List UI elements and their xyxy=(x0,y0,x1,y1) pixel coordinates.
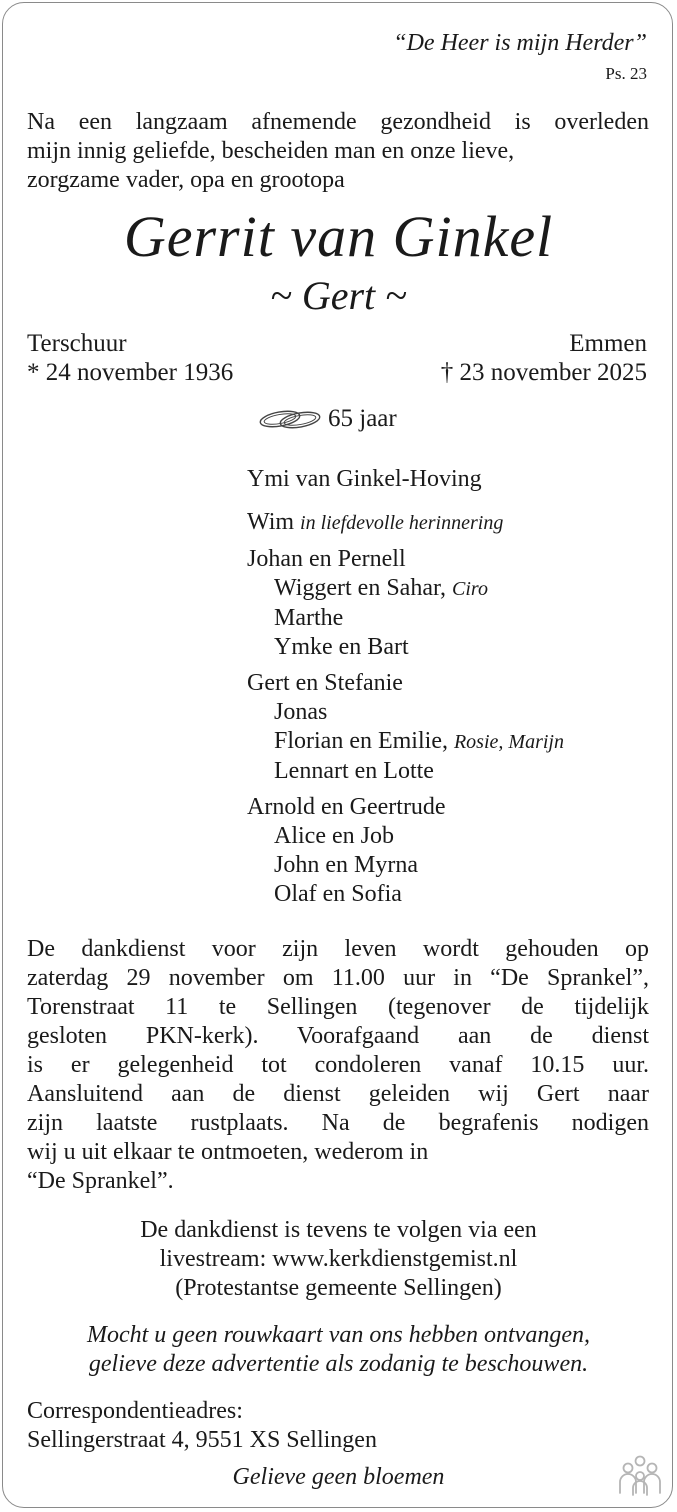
service-line: zijn laatste rustplaats. Na de begrafenis nodigen xyxy=(27,1110,649,1136)
people-group-icon xyxy=(617,1455,663,1497)
grandchild-name: Alice en Job xyxy=(274,823,394,849)
family-group xyxy=(247,793,564,909)
grandchild-entry xyxy=(247,727,564,757)
service-line: gesloten PKN-kerk). Voorafgaand aan de dienst xyxy=(27,1023,649,1049)
wedding-rings-icon xyxy=(258,407,324,431)
marriage-years-label: 65 jaar xyxy=(328,405,397,432)
grandchild-entry xyxy=(247,822,564,851)
service-line: De dankdienst voor zijn leven wordt gehouden op xyxy=(27,936,649,962)
verse-reference: Ps. 23 xyxy=(605,64,647,83)
death-place: Emmen xyxy=(569,330,647,357)
birth-place: Terschuur xyxy=(27,330,127,357)
intro-text xyxy=(27,108,649,195)
group-parent: Arnold en Geertrude xyxy=(247,794,446,820)
spouse: Ymi van Ginkel-Hoving xyxy=(247,466,482,492)
service-line: “De Sprankel”. xyxy=(27,1168,174,1194)
correspondence-value: Sellingerstraat 4, 9551 XS Sellingen xyxy=(27,1427,377,1453)
grandchild-name: John en Myrna xyxy=(274,852,418,878)
grandchild-entry xyxy=(247,851,564,880)
grandchild-entry xyxy=(247,880,564,909)
deceased-name: Gerrit van Ginkel xyxy=(123,204,554,269)
death-date: † 23 november 2025 xyxy=(440,359,647,386)
livestream-line: De dankdienst is tevens te volgen via een xyxy=(140,1217,537,1243)
grandchild-entry xyxy=(247,574,564,604)
group-parent: Johan en Pernell xyxy=(247,546,406,572)
deceased-nickname: ~ Gert ~ xyxy=(270,273,407,318)
intro-line: Na een langzaam afnemende gezondheid is overleden xyxy=(27,109,649,135)
service-line: wij u uit elkaar te ontmoeten, wederom in xyxy=(27,1139,429,1165)
grandchild-entry xyxy=(247,757,564,786)
grandchild-name: Florian en Emilie, xyxy=(274,728,448,754)
intro-line: zorgzame vader, opa en grootopa xyxy=(27,167,345,193)
family-group xyxy=(247,545,564,662)
birth-date: * 24 november 1936 xyxy=(27,359,234,386)
card-notice xyxy=(0,1321,677,1379)
grandchild-entry xyxy=(247,604,564,633)
service-line: Aansluitend aan de dienst geleiden wij Gert naar xyxy=(27,1081,649,1107)
intro-line: mijn innig geliefde, bescheiden man en onze lieve, xyxy=(27,138,515,164)
service-line: is er gelegenheid tot condoleren vanaf 10.15 uur. xyxy=(27,1052,649,1078)
grandchild-entry xyxy=(247,633,564,662)
livestream-line: livestream: www.kerkdienstgemist.nl xyxy=(159,1246,518,1272)
bible-verse: “De Heer is mijn Herder” xyxy=(393,30,647,56)
grandchild-name: Olaf en Sofia xyxy=(274,881,402,907)
grandchild-name: Ymke en Bart xyxy=(274,634,409,660)
grandchild-entry xyxy=(247,698,564,727)
great-grandchildren: Ciro xyxy=(452,578,488,600)
grandchild-name: Marthe xyxy=(274,605,344,631)
group-parent: Gert en Stefanie xyxy=(247,670,403,696)
no-flowers-note: Gelieve geen bloemen xyxy=(232,1464,445,1490)
family-group xyxy=(247,669,564,786)
livestream-info xyxy=(0,1216,677,1303)
memorial-note: in liefdevolle herinnering xyxy=(300,512,504,534)
notice-line: Mocht u geen rouwkaart van ons hebben ontvangen, xyxy=(86,1322,590,1348)
correspondence-label: Correspondentieadres: xyxy=(27,1398,243,1424)
notice-line: gelieve deze advertentie als zodanig te beschouwen. xyxy=(88,1351,589,1377)
service-line: zaterdag 29 november om 11.00 uur in “De Sprankel”, xyxy=(27,965,649,991)
grandchild-name: Wiggert en Sahar, xyxy=(274,575,447,601)
family-list xyxy=(247,465,564,916)
memorial-name: Wim xyxy=(247,509,295,535)
great-grandchildren: Rosie, Marijn xyxy=(453,731,564,753)
service-details xyxy=(27,935,649,1196)
grandchild-name: Lennart en Lotte xyxy=(274,758,434,784)
marriage-years xyxy=(258,405,397,433)
livestream-line: (Protestantse gemeente Sellingen) xyxy=(175,1275,502,1301)
correspondence-address xyxy=(27,1397,377,1455)
memorial-entry xyxy=(247,508,564,538)
service-line: Torenstraat 11 te Sellingen (tegenover de tijdelijk xyxy=(27,994,649,1020)
grandchild-name: Jonas xyxy=(274,699,328,725)
